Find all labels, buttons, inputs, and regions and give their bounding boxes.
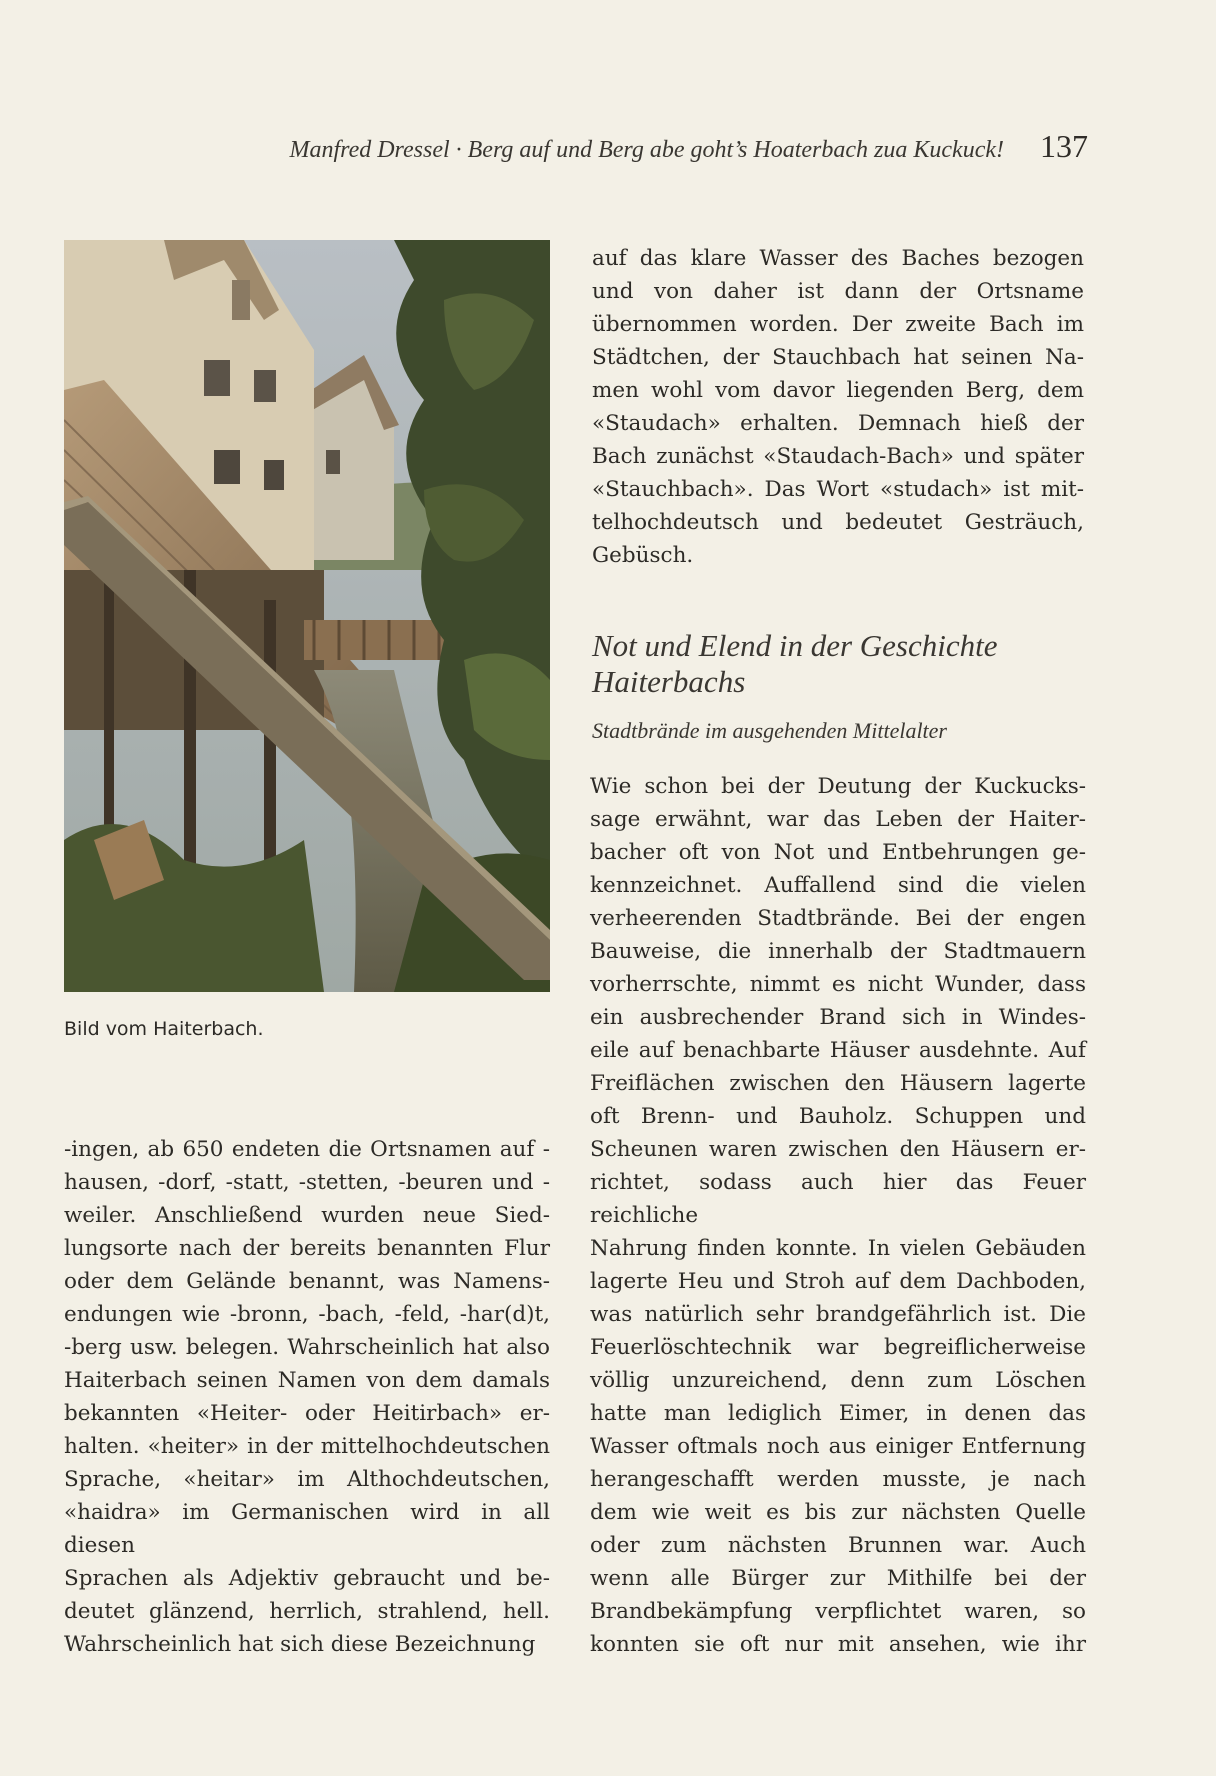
text-line: Wie schon bei der Deutung der Kuckucks- (590, 774, 1086, 799)
text-line: völlig unzureichend, denn zum Löschen (590, 1368, 1086, 1393)
text-line: verheerenden Stadtbrände. Bei der engen (590, 906, 1086, 931)
right-column-top-text (592, 242, 1084, 572)
text-line: Bauweise, die innerhalb der Stadtmauern (590, 939, 1086, 964)
running-title: Manfred Dressel · Berg auf und Berg abe goht’s Hoaterbach zua Kuckuck! (289, 137, 1004, 163)
text-line: weiler. Anschließend wurden neue Sied- (64, 1203, 550, 1228)
text-line: Bach zunächst «Staudach-Bach» und später (592, 444, 1084, 469)
text-line: kennzeichnet. Auffallend sind die vielen (590, 873, 1086, 898)
text-line: was natürlich sehr brandgefährlich ist. Die (590, 1302, 1086, 1327)
text-line: oder dem Gelände benannt, was Namens- (64, 1269, 550, 1294)
text-line: «Staudach» erhalten. Demnach hieß der (592, 411, 1084, 436)
text-line: übernommen worden. Der zweite Bach im (592, 312, 1084, 337)
left-column-text (64, 1133, 550, 1661)
text-line: Sprachen als Adjektiv gebraucht und be- (64, 1566, 550, 1591)
text-line: und von daher ist dann der Ortsname (592, 279, 1084, 304)
running-header (160, 128, 1088, 168)
text-line: hatte man lediglich Eimer, in denen das (590, 1401, 1086, 1426)
text-line: sage erwähnt, war das Leben der Haiter- (590, 807, 1086, 832)
photo-illustration (64, 240, 550, 992)
text-line: Brandbekämpfung verpflichtet waren, so (590, 1599, 1086, 1624)
text-line: lagerte Heu und Stroh auf dem Dachboden, (590, 1269, 1086, 1294)
text-line: richtet, sodass auch hier das Feuer reichliche (590, 1170, 1086, 1228)
text-line: bacher oft von Not und Entbehrungen ge- (590, 840, 1086, 865)
text-line: ein ausbrechender Brand sich in Windes- (590, 1005, 1086, 1030)
text-line: wenn alle Bürger zur Mithilfe bei der (590, 1566, 1086, 1591)
section-heading-line: Not und Elend in der Geschichte (592, 628, 998, 663)
text-line: Wahrscheinlich hat sich diese Bezeichnung (64, 1632, 536, 1657)
text-line: Feuerlöschtechnik war begreiflicherweise (590, 1335, 1086, 1360)
text-line: dem wie weit es bis zur nächsten Quelle (590, 1500, 1086, 1525)
text-line: Freiflächen zwischen den Häusern lagerte (590, 1071, 1086, 1096)
text-line: oder zum nächsten Brunnen war. Auch (590, 1533, 1086, 1558)
section-subheading: Stadtbrände im ausgehenden Mittelalter (592, 718, 947, 743)
text-line: endungen wie -bronn, -bach, -feld, -har(d)t, (64, 1302, 550, 1327)
text-line: men wohl vom davor liegenden Berg, dem (592, 378, 1084, 403)
text-line: Nahrung finden konnte. In vielen Gebäuden (590, 1236, 1086, 1261)
text-line: Städtchen, der Stauchbach hat seinen Na- (592, 345, 1084, 370)
text-line: oft Brenn- und Bauholz. Schuppen und (590, 1104, 1086, 1129)
section-heading-line: Haiterbachs (592, 664, 746, 699)
right-column-bottom-text (590, 770, 1086, 1661)
text-line: «Stauchbach». Das Wort «studach» ist mit- (592, 477, 1084, 502)
text-line: Wasser oftmals noch aus einiger Entfernung (590, 1434, 1086, 1459)
text-line: bekannten «Heiter- oder Heitirbach» er- (64, 1401, 550, 1426)
text-line: -ingen, ab 650 endeten die Ortsnamen auf - (64, 1137, 550, 1162)
text-line: lungsorte nach der bereits benannten Flur (64, 1236, 550, 1261)
text-line: vorherrschte, nimmt es nicht Wunder, dass (590, 972, 1086, 997)
text-line: Scheunen waren zwischen den Häusern er- (590, 1137, 1086, 1162)
text-line: eile auf benachbarte Häuser ausdehnte. Auf (590, 1038, 1086, 1063)
text-line: telhochdeutsch und bedeutet Gesträuch, (592, 510, 1084, 535)
text-line: halten. «heiter» in der mittelhochdeutschen (64, 1434, 550, 1459)
text-line: konnten sie oft nur mit ansehen, wie ihr (590, 1632, 1086, 1657)
section-heading (592, 628, 1084, 700)
figure-caption: Bild vom Haiterbach. (64, 1018, 264, 1040)
photo-haiterbach (64, 240, 550, 992)
text-line: -berg usw. belegen. Wahrscheinlich hat also (64, 1335, 550, 1360)
text-line: auf das klare Wasser des Baches bezogen (592, 246, 1084, 271)
text-line: «haidra» im Germanischen wird in all diesen (64, 1500, 550, 1558)
text-line: hausen, -dorf, -statt, -stetten, -beuren und - (64, 1170, 550, 1195)
text-line: Sprache, «heitar» im Althochdeutschen, (64, 1467, 550, 1492)
page-number: 137 (1040, 128, 1088, 164)
text-line: Haiterbach seinen Namen von dem damals (64, 1368, 550, 1393)
text-line: herangeschafft werden musste, je nach (590, 1467, 1086, 1492)
text-line: deutet glänzend, herrlich, strahlend, hell. (64, 1599, 550, 1624)
text-line: Gebüsch. (592, 543, 694, 568)
